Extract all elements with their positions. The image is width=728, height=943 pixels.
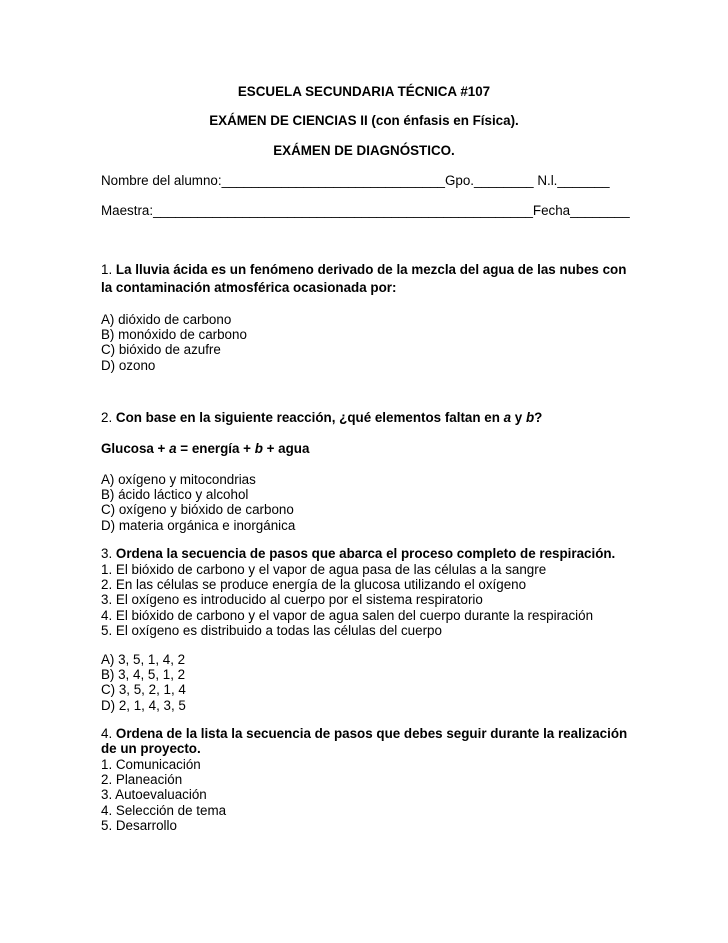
eq-part-2: = energía +	[176, 441, 255, 456]
step-3: 3. Autoevaluación	[101, 787, 207, 803]
exam-title: EXÁMEN DE CIENCIAS II (con énfasis en Física).	[209, 113, 519, 128]
question-2-line	[101, 410, 542, 426]
eq-var-b: b	[254, 441, 263, 456]
question-2-number: 2.	[101, 410, 113, 425]
question-1-options	[101, 312, 247, 373]
question-3-line	[101, 546, 615, 562]
question-1-line-2: la contaminación atmosférica ocasionada por:	[101, 280, 397, 295]
question-2-text-a: Con base en la siguiente reacción, ¿qué elementos faltan en	[115, 410, 504, 425]
option-b: B) monóxido de carbono	[101, 327, 247, 343]
eq-var-a: a	[169, 441, 177, 456]
step-2: 2. Planeación	[101, 772, 183, 788]
step-5: 5. Desarrollo	[101, 817, 177, 833]
option-c: C) oxígeno y bióxido de carbono	[101, 502, 294, 518]
question-4-line-1	[101, 726, 627, 742]
student-info-line: Nombre del alumno:______________________________Gpo.________ N.l._______	[101, 173, 610, 188]
question-2-options	[101, 472, 295, 533]
eq-part-3: + agua	[262, 441, 310, 456]
option-d: D) ozono	[101, 357, 156, 373]
question-1-line-1	[101, 262, 626, 278]
option-b: B) ácido láctico y alcohol	[101, 487, 249, 503]
question-3-steps	[101, 562, 593, 638]
option-a: A) 3, 5, 1, 4, 2	[101, 652, 186, 667]
eq-part-1: Glucosa +	[101, 441, 170, 456]
option-b: B) 3, 4, 5, 1, 2	[101, 667, 186, 683]
step-1: 1. El bióxido de carbono y el vapor de agua pasa de las células a la sangre	[101, 562, 547, 577]
question-2-var-b: b	[525, 410, 535, 425]
teacher-info-line: Maestra:___________________________________________________Fecha________	[101, 203, 630, 218]
option-c: C) bióxido de azufre	[101, 342, 221, 358]
question-1-number: 1.	[101, 262, 113, 277]
option-a: A) dióxido de carbono	[101, 312, 232, 327]
school-title: ESCUELA SECUNDARIA TÉCNICA #107	[237, 84, 491, 99]
question-4-number: 4.	[101, 726, 113, 741]
question-1-text-1: La lluvia ácida es un fenómeno derivado de la mezcla del agua de las nubes con	[115, 262, 627, 277]
question-3-text: Ordena la secuencia de pasos que abarca el proceso completo de respiración.	[115, 546, 616, 561]
option-c: C) 3, 5, 2, 1, 4	[101, 682, 186, 698]
exam-type: EXÁMEN DE DIAGNÓSTICO.	[273, 143, 455, 158]
option-d: D) 2, 1, 4, 3, 5	[101, 697, 186, 713]
step-5: 5. El oxígeno es distribuido a todas las células del cuerpo	[101, 622, 442, 638]
question-2-text-y: y	[511, 410, 526, 425]
question-2-text-end: ?	[534, 410, 543, 425]
question-4-line-2: de un proyecto.	[101, 741, 201, 756]
question-4-text-1: Ordena de la lista la secuencia de pasos que debes seguir durante la realización	[115, 726, 628, 741]
question-2-text	[116, 410, 542, 425]
question-3-number: 3.	[101, 546, 113, 561]
question-4-steps	[101, 757, 226, 833]
step-2: 2. En las células se produce energía de la glucosa utilizando el oxígeno	[101, 577, 527, 593]
step-1: 1. Comunicación	[101, 757, 201, 772]
option-a: A) oxígeno y mitocondrias	[101, 472, 256, 487]
question-2-var-a: a	[503, 410, 512, 425]
option-d: D) materia orgánica e inorgánica	[101, 517, 296, 533]
question-2-equation	[101, 441, 309, 457]
step-4: 4. Selección de tema	[101, 802, 227, 818]
step-4: 4. El bióxido de carbono y el vapor de agua salen del cuerpo durante la respiración	[101, 607, 594, 623]
step-3: 3. El oxígeno es introducido al cuerpo por el sistema respiratorio	[101, 592, 483, 608]
question-3-options	[101, 652, 186, 713]
